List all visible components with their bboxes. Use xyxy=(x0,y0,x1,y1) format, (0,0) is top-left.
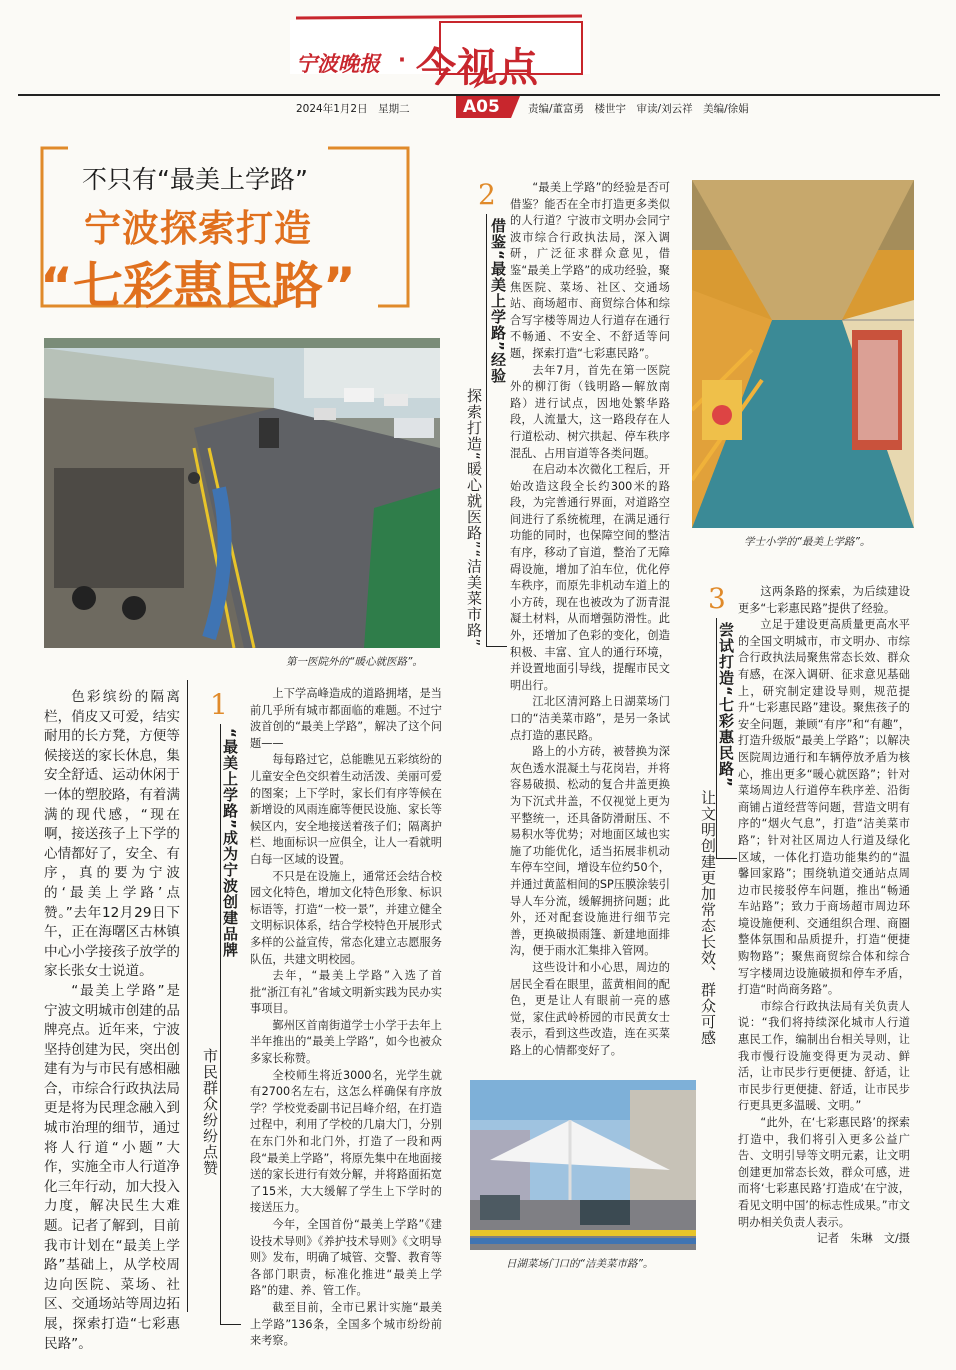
masthead xyxy=(290,14,590,90)
section1-paragraph: 全校师生将近3000名，光学生就有2700名左右，这怎么样确保有序放学？学校党委副书记吕峰介绍，在打造过程中，利用了学校的几扇大门，分别在东门外和北门外，打造了一段和两段“最美上学路”，将原先集中在地面接送的家长进行有效分解，并将路面拓宽了15米，大大缓解了学生上下学时的接送压力。 xyxy=(250,1068,442,1215)
section1-body xyxy=(250,686,442,1350)
section1-paragraph: 今年，全国首份“最美上学路”《建设技术导则》《养护技术导则》《文明导则》发布，明确了城管、交警、教育等各部门职责，标准化推进“最美上学路”的建、养、管工作。 xyxy=(250,1218,442,1298)
photo-market-road xyxy=(470,1080,696,1250)
section2-paragraph: 在启动本次微化工程后，开始改造这段全长约300米的路段，为完善通行界面，对道路空间进行了系统梳理，在满足通行功能的同时，也保障空间的整洁有序，移动了盲道，整治了无障碍设施，增加了泊车位，优化停车秩序，而原先非机动车道上的小方砖，现在也被改为了沥青混凝土材料，从而增强防滑性。此外，还增加了色彩的变化，创造积极、丰富、宜人的通行环境，并设置地面引导线，提醒市民文明出行。 xyxy=(510,463,670,692)
section3-paragraph: “此外，在‘七彩惠民路’的探索打造中，我们将引入更多公益广告、文明引导等文明元素，让文明创建更加常态长效，群众可感，进而将‘七彩惠民路’打造成‘在宁波，看见文明中国’的标志性成果。”市文明办相关负责人表示。 xyxy=(738,1116,910,1229)
section2-paragraph: “最美上学路”的经验是否可借鉴？能否在全市打造更多类似的人行道？宁波市文明办会同宁波市综合行政执法局，深入调研，广泛征求群众意见，借鉴“最美上学路”的成功经验，聚焦医院、菜场、社区、交通场站、商场超市、商贸综合体和综合写字楼等周边人行道存在通行不畅通、不安全、不舒适等问题，探索打造“七彩惠民路”。 xyxy=(510,181,670,360)
market-photo-illustration xyxy=(470,1080,696,1250)
section3-title: 尝试打造“七彩惠民路” xyxy=(717,622,735,788)
headline-main: 宁波探索打造 xyxy=(84,207,312,250)
lead-paragraph: “最美上学路”是宁波文明城市创建的品牌亮点。近年来，宁波坚持创建为民，突出创建有为与市民有感相融合，市综合行政执法局更是将为民理念融入到城市治理的细节，通过将人行道“小题”大作，实施全市人行道净化三年行动，加大投入力度，解决民生大难题。记者了解到，目前我市计划在“最美上学路”基础上，从学校周边向医院、菜场、社区、交通场站等周边拓展，探索打造“七彩惠民路”。 xyxy=(44,982,180,1352)
section2-heading xyxy=(458,178,508,1058)
section2-subtitle: 探索打造“暖心就医路”“洁美菜市路” xyxy=(465,388,483,648)
photo1-caption: 第一医院外的“暖心就医路”。 xyxy=(286,656,423,668)
byline: 记者 朱琳 文/摄 xyxy=(816,1232,910,1246)
section3-subtitle: 让文明创建更加常态长效、群众可感 xyxy=(699,790,717,1046)
section1-paragraph: 截至目前，全市已累计实施“最美上学路”136条，全国多个城市纷纷前来考察。 xyxy=(250,1300,442,1348)
paper-name: 宁波晚报 xyxy=(296,51,380,76)
headline-quote: “七彩惠民路” xyxy=(40,257,356,315)
section3-body xyxy=(738,584,910,1248)
section2-paragraph: 江北区清河路上日湖菜场门口的“洁美菜市路”，是另一条试点打造的惠民路。 xyxy=(510,695,670,742)
section-name: 今视点 xyxy=(416,45,539,91)
column-divider xyxy=(187,680,188,1312)
section1-paragraph: 每每路过它，总能瞧见五彩缤纷的儿童安全色交织着生动活泼、美丽可爱的图案；上下学时，家长们有序等候在新增设的风雨连廊等便民设施、家长等候区内，安全地接送着孩子们；隔离护栏、地面标识一应俱全，让人一看就明白每一区域的设置。 xyxy=(250,753,442,866)
section1-subtitle: 市民群众纷纷点赞 xyxy=(201,1048,219,1176)
section2-paragraph: 路上的小方砖，被替换为深灰色透水混凝土与花岗岩，并将容易破损、松动的复合井盖更换为下沉式井盖，不仅视觉上更为平整统一，还具备防滑耐压、不易积水等优势；对地面区域也实施了功能优化，适当拓展非机动车停车空间，增设车位约50个，并通过黄蓝相间的SP压膜涂装引导人车分流，缓解拥挤问题；此外，还对配套设施进行细节完善，更换破损雨篷、新建地面排沟，便于雨水汇集排入管网。 xyxy=(510,745,670,958)
section1-paragraph: 去年，“最美上学路”入选了首批“浙江有礼”省域文明新实践为民办实事项目。 xyxy=(250,969,442,1016)
section1-paragraph: 鄞州区首南街道学士小学于去年上半年推出的“最美上学路”，如今也被众多家长称赞。 xyxy=(250,1018,442,1066)
date-line: 2024年1月2日 星期二 xyxy=(296,103,410,115)
section2-title: 借鉴“最美上学路”经验 xyxy=(489,218,507,384)
corridor-photo-illustration xyxy=(692,180,914,528)
credits: 责编/董富勇 楼世宇 审读/刘云祥 美编/徐娟 xyxy=(528,103,749,115)
street-photo-illustration xyxy=(44,338,440,648)
section2-paragraph: 去年7月，首先在第一医院外的柳汀街（钱明路—解放南路）进行试点，因地处繁华路段，人流量大，这一路段存在人行道松动、树穴拱起、停车秩序混乱、占用盲道等各类问题。 xyxy=(510,363,670,460)
section3-number: 3 xyxy=(708,582,726,615)
headline-kicker: 不只有“最美上学路” xyxy=(82,165,308,194)
section1-paragraph: 上下学高峰造成的道路拥堵，是当前几乎所有城市都面临的难题。不过宁波首创的“最美上学路”，解决了这个问题—— xyxy=(250,687,442,750)
photo-school-road xyxy=(692,180,914,528)
section3-paragraph: 这两条路的探索，为后续建设更多“七彩惠民路”提供了经验。 xyxy=(738,585,910,615)
lead-paragraph: 色彩缤纷的隔离栏，俏皮又可爱，结实耐用的长方凳，方便等候接送的家长休息，集安全舒适、运动休闲于一体的塑胶路，有着满满的现代感，“现在啊，接送孩子上下学的心情都好了，安全、有序，真的要为宁波的‘最美上学路’点赞。”去年12月29日下午，正在海曙区古林镇中心小学接孩子放学的家长张女士说道。 xyxy=(44,689,180,980)
section1-paragraph: 不只是在设施上，通常还会结合校园文化特色，增加文化特色形象、标识标语等，打造“一校一景”，并建立健全文明标识体系，结合学校特色开展形式多样的公益宣传，常态化建立志愿服务队伍，共建文明校园。 xyxy=(250,869,442,966)
section1-title: “最美上学路”成为宁波创建品牌 xyxy=(221,728,239,958)
section1-heading xyxy=(196,688,246,1314)
section3-paragraph: 市综合行政执法局有关负责人说：“我们将持续深化城市人行道惠民工作，编制出台相关导则，让我市慢行设施变得更为灵动、鲜活，让市民步行更便捷、舒适，让市民步行更便捷、舒适，让市民步行更具更多温暖、文明。” xyxy=(738,999,910,1113)
photo2-caption: 学士小学的“最美上学路”。 xyxy=(744,536,871,548)
header-rule xyxy=(18,94,940,96)
section2-paragraph: 这些设计和小心思，周边的居民全看在眼里，蓝黄相间的配色，更是让人有眼前一亮的感觉，家住武岭桥园的市民黄女士表示，看到这些改造，连在买菜路上的心情都变好了。 xyxy=(510,960,670,1057)
section3-paragraph: 立足于建设更高质量更高水平的全国文明城市，市文明办、市综合行政执法局聚焦常态长效、群众有感，在深入调研、征求意见基础上，研究制定建设导则，规范提升“七彩惠民路”建设。聚焦孩子的安全问题，兼顾“有序”和“有趣”，打造升级版“最美上学路”；以解决医院周边通行和车辆停放矛盾为核心，推出更多“暖心就医路”；针对菜场周边人行道停车秩序差、沿街商铺占道经营等问题，营造文明有序的“烟火气息”，打造“洁美菜市路”；针对社区周边人行道及绿化区域，一体化打造功能集约的“温馨回家路”；围绕轨道交通站点周边市民接驳停车问题，推出“畅通车站路”；致力于商场超市周边环境设施便利、交通组织合理、商圈整体氛围和品质提升，打造“便捷购物路”；聚焦商贸综合体和综合写字楼周边设施破损和停车矛盾，打造“时尚商务路”。 xyxy=(738,618,910,997)
masthead-dot: · xyxy=(398,48,406,72)
page-number: A05 xyxy=(463,97,500,117)
section2-body xyxy=(510,180,670,1059)
lead-text xyxy=(44,688,180,1354)
section2-number: 2 xyxy=(478,178,496,211)
section1-number: 1 xyxy=(210,688,228,721)
photo3-caption: 日湖菜场门口的“洁美菜市路”。 xyxy=(506,1258,654,1270)
photo-hospital-road xyxy=(44,338,440,648)
